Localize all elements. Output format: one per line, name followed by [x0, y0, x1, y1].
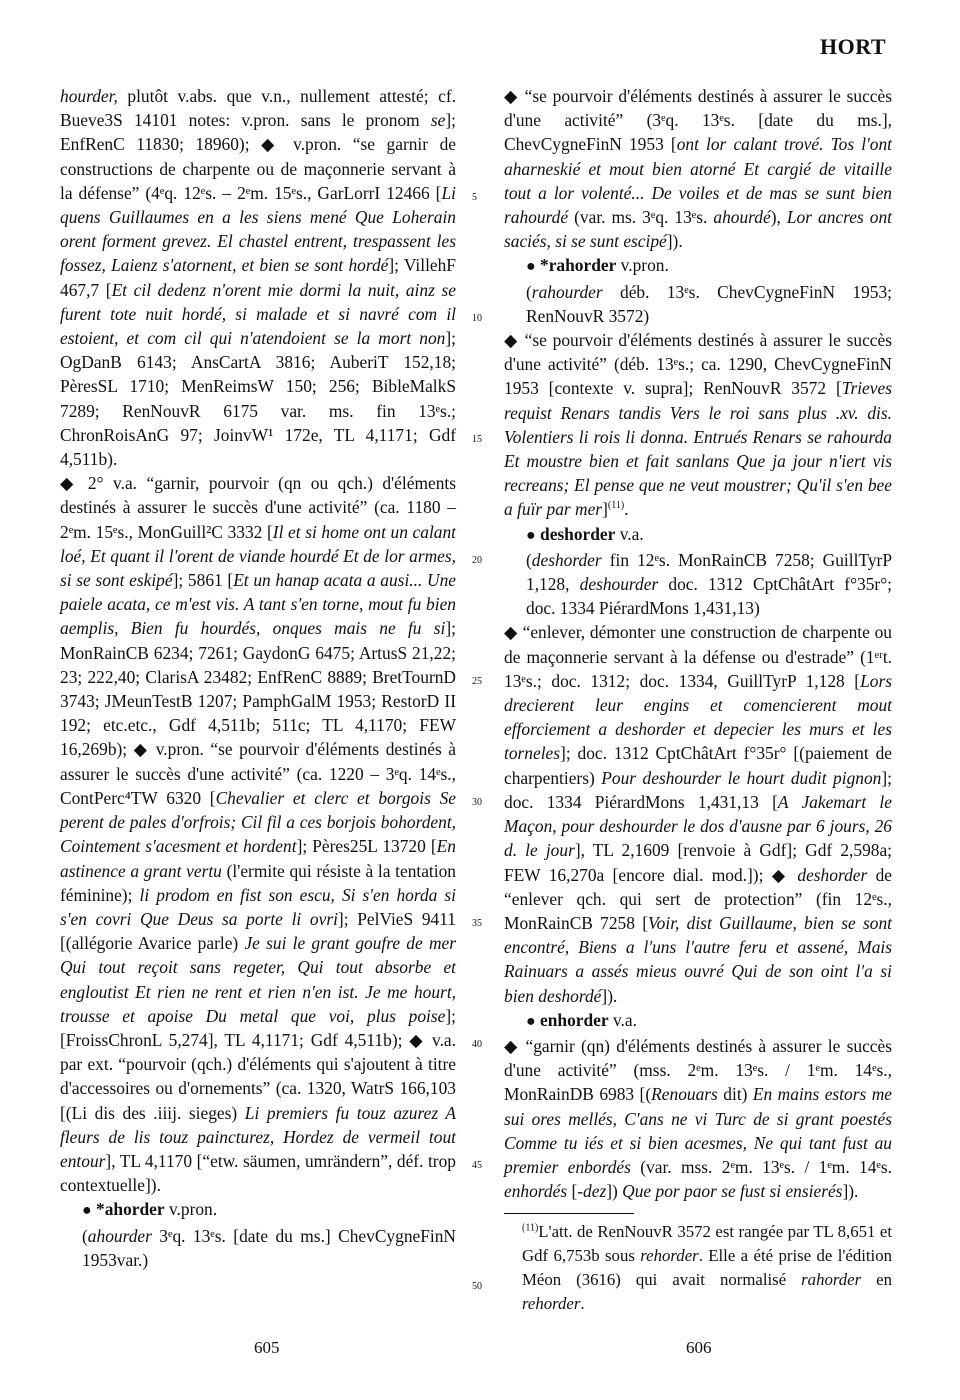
citation-quote: Et cil dedenz n'orent mie dormi la nuit, ainz se furent tote nuit hordé, si malade et si navré com il estoient, et com cil qui n'atendoient se la mort non [60, 279, 456, 349]
bullet-icon: ● [82, 1202, 92, 1220]
headword: *rahorder [535, 255, 617, 276]
bullet-icon: ● [526, 1012, 536, 1030]
italic-text: ahourder [87, 1225, 152, 1246]
text: ◆ “enlever, démonter une construction de charpente ou de maçonnerie servant à la défense ou d'estrade” (1ᵉʳt. 13ᵉs.; doc. 1312; doc. 1334, GuillTyrP 1,128 [ [504, 622, 892, 691]
citation-quote: En astinence a grant vertu [60, 836, 456, 881]
page-number-left: 605 [254, 1338, 280, 1357]
text: ( [82, 1225, 88, 1246]
citation-quote: Trieves requist Renars tandis Vers le roi sans plus .xv. dis. Volentiers li rois li donna. Entrués Renars se rahourda Et moustre bien et fait sanlans Que ja jour n'iert vis recreans; El pense que ne veut moustrer; Qu'il s'en bee a fuïr par mer [504, 378, 892, 520]
text: ◆ 2° v.a. “garnir, pourvoir (qn ou qch.) d'éléments destinés à assurer le succès d'une activité” (ca. 1180 – 2ᵉm. 15ᵉs., MonGuill²C 3332 [ [60, 473, 456, 542]
text: ], TL 4,1170 [“etw. säumen, umrändern”, déf. trop contextuelle]). [60, 1150, 456, 1196]
text: ◆ “se pourvoir d'éléments destinés à assurer le succès d'une activité” (déb. 13ᵉs.; ca. 1290, ChevCygneFinN 1953 [contexte v. supra]; RenNouvR 3572 [ [504, 330, 892, 399]
line-number: 35 [472, 918, 482, 929]
text: ]; EnfRenC 11830; 18960); ◆ v.pron. “se garnir de constructions de charpente ou de maçonnerie servant à la défense” (4ᵉq. 12ᵉs. – 2ᵉm. 15ᵉs., GarLorrI 12466 [ [60, 110, 456, 203]
line-number: 20 [472, 555, 482, 566]
citation-quote: Chevalier et clerc et borgois Se perent de pales d'orfrois; Cil fil a ces borjois bohordent, Cointement s'acesment et hordent [60, 787, 456, 857]
citation-quote: Li premiers fu touz azurez A fleurs de lis touz paincturez, Hordez de vermeil tout entour [60, 1102, 456, 1171]
headword-deshorder [504, 522, 892, 548]
line-number: 10 [472, 313, 482, 324]
text: . [580, 1294, 585, 1314]
italic-text: deshorder [797, 864, 868, 885]
text: . Elle a été prise de l'édition Méon (3616) qui avait normalisé [522, 1246, 892, 1290]
text: . [624, 499, 629, 520]
italic-text: rehorder [640, 1246, 699, 1266]
citation-quote: ont lor calant trové. Tos l'ont aharneskié et mout bien atorné Et cargié de vitaille tout a lor volenté... De voiles et de mas se sunt bien rahourdé [504, 134, 893, 228]
headword: deshorder [535, 523, 616, 544]
left-column [60, 84, 456, 1272]
text: ], TL 2,1609 [renvoie à Gdf]; Gdf 2,598a; FEW 16,270a [encore dial. mod.]); ◆ [504, 840, 893, 885]
text: de “enlever qch. qui sert de protection” (fin 12ᵉs., MonRainCB 7258 [ [504, 864, 892, 933]
text: fin 12ᵉs. MonRainCB 7258; GuillTyrP 1,128, [526, 549, 892, 595]
bullet-icon: ● [526, 526, 536, 544]
italic-text: rahorder [801, 1270, 862, 1290]
text: 3ᵉq. 13ᵉs. [date du ms.] ChevCygneFinN 1953var.) [82, 1225, 456, 1270]
line-number: 45 [472, 1160, 482, 1171]
text: ( [526, 281, 532, 302]
headword-ahorder [60, 1197, 456, 1223]
italic-text: deshourder [579, 574, 659, 595]
citation-quote: Voir, dist Guillaume, bien se sont encontré, Biens a l'uns l'autre feru et assené, Mais Rainuars a assés mieus ouvré Qui de son oint l'a si bien deshordé [504, 912, 892, 1006]
citation-quote: A Jakemart le Maçon, pour deshourder le dos d'ausne par 6 jours, 26 d. le jour [504, 791, 892, 861]
part-of-speech: v.pron. [616, 255, 669, 276]
line-number: 50 [472, 1281, 482, 1292]
text: ]; OgDanB 6143; AnsCartA 3816; AuberiT 152,18; PèresSL 1710; MenReimsW 150; 256; BibleMalkS 7289; RenNouvR 6175 var. ms. fin 13ᵉs.; ChronRoisAnG 97; JoinvW¹ 172e, TL 4,1171; Gdf 4,511b). [60, 328, 456, 470]
text: ]; PelVieS 9411 [(allégorie Avarice parle) [60, 908, 456, 954]
headword: *ahorder [91, 1199, 165, 1220]
bullet-icon: ● [526, 258, 536, 276]
italic-text: dez [583, 1181, 607, 1202]
text: ), [770, 207, 787, 228]
page-number-right: 606 [686, 1338, 712, 1357]
text: ]; 5861 [ [172, 570, 234, 591]
text: (var. mss. 2ᵉm. 13ᵉs. / 1ᵉm. 14ᵉs. [630, 1156, 893, 1177]
footnote-ref: (11) [607, 500, 625, 512]
text: ]; [FroissChronL 5,274], TL 4,1171; Gdf 4,511b); ◆ v.a. par ext. “pourvoir (qch.) d'éléments qui s'ajoutent à titre d'accessoires ou d'ornements” (ca. 1320, WatrS 166,103 [(Li dis des .iiij. sieges) [60, 1005, 456, 1123]
headword-enhorder [504, 1008, 892, 1034]
citation-quote: En mains estors me sui ores mellés, C'ans ne vi Turc de si grant poestés Comme tu iés et si bien acesmes, Ne qui tant fust au premier enbordés [504, 1084, 892, 1177]
text: ]) [606, 1181, 623, 1202]
text: ]; doc. 1334 PiérardMons 1,431,13 [ [504, 767, 892, 812]
citation-quote: li prodom en fist son escu, Si s'en horda si s'en covri Que Deus sa porte li ovri [60, 884, 456, 929]
italic-text: se [430, 110, 446, 131]
text: dit) [717, 1084, 753, 1105]
text: ]). [842, 1181, 859, 1202]
text: doc. 1312 CptChâtArt f°35r°; doc. 1334 PiérardMons 1,431,13) [526, 574, 893, 619]
line-number: 5 [472, 192, 477, 203]
italic-text: rehorder [522, 1294, 581, 1314]
text: [- [567, 1181, 584, 1202]
text: ]). [666, 231, 683, 252]
line-number: 25 [472, 676, 482, 687]
entry-hourder-continued [60, 84, 456, 471]
text: ]; VillehF 467,7 [ [60, 255, 456, 300]
footnote-divider [504, 1213, 634, 1214]
text: ]). [601, 985, 618, 1006]
text: ◆ “garnir (qn) d'éléments destinés à assurer le succès d'une activité” (mss. 2ᵉm. 13ᵉs. / 1ᵉm. 14ᵉs., MonRainDB 6983 [( [504, 1035, 892, 1105]
headword-rahorder [504, 253, 892, 279]
text: ] [602, 499, 608, 520]
italic-text: Renouars [651, 1084, 718, 1105]
text: ◆ “se pourvoir d'éléments destinés à assurer le succès d'une activité” (3ᵉq. 13ᵉs. [date du ms.], ChevCygneFinN 1953 [ [504, 86, 892, 155]
forms-ahorder [60, 1224, 456, 1272]
text: ]; MonRainCB 6234; 7261; GaydonG 6475; ArtusS 21,22; 23; 222,40; ClarisA 23482; EnfRenC 8889; BretTournD 3743; JMeunTestB 1207; PamphGalM 1953; RestorD II 192; etc.etc., Gdf 4,511b; 511c; TL 4,1170; FEW 16,269b); ◆ v.pron. “se pourvoir d'éléments destinés à assurer le succès d'une activité” (ca. 1220 – 3ᵉq. 14ᵉs., ContPerc⁴TW 6320 [ [60, 618, 456, 808]
text: ( [526, 549, 532, 570]
sense-deshorder [504, 620, 892, 1007]
citation-quote: Li quens Guillaumes en a les siens mené Que Loherain orent forment grevez. El chastel entrent, trespassent les fossez, Laienz s'atornent, et bien se sont hordé [60, 182, 456, 276]
part-of-speech: v.pron. [164, 1199, 218, 1220]
text: L'att. de RenNouvR 3572 est rangée par TL 8,651 et Gdf 6,753b sous [522, 1222, 892, 1266]
forms-deshorder [504, 548, 892, 621]
headword: enhorder [535, 1009, 609, 1030]
sense-se-pourvoir [504, 84, 892, 253]
sense-enhorder [504, 1034, 892, 1203]
footnote-11 [504, 1220, 892, 1316]
italic-text: ahourdé [713, 207, 771, 228]
right-column [504, 84, 892, 1316]
citation-quote: Que por paor se fust si ensierés [622, 1181, 843, 1202]
citation-quote: Je sui le grant goufre de mer Qui tout reçoit sans regeter, Qui tout absorbe et engloutist Et rien ne rent et rien n'en ist. Je me hourt, trousse et apoise Du metal que voi, plus poise [60, 933, 456, 1026]
citation-quote: Il et si home ont un calant loé, Et quant il l'orent de viande hourdé Et de lor armes, si se sont eskipé [60, 521, 456, 591]
part-of-speech: v.a. [608, 1009, 637, 1030]
citation-quote: Et un hanap acata a ausi... Une paiele acata, ce m'est vis. A tant s'en torne, mout fu bien aemplis, Bien fu hourdés, onques mais ne fu si [60, 570, 456, 639]
citation-quote: Lors drecierent leur engins et comencierent mout efforciement a deshorder et depecier les murs et les torneles [504, 670, 892, 764]
footnote-marker: (11) [522, 1222, 539, 1234]
text: (var. ms. 3ᵉq. 13ᵉs. [568, 207, 714, 228]
italic-text: hourder, [60, 86, 118, 106]
line-number: 15 [472, 434, 482, 445]
text: (l'ermite qui résiste à la tentation féminine); [60, 860, 456, 905]
text: ]; Pères25L 13720 [ [296, 836, 437, 857]
line-number: 30 [472, 797, 482, 808]
sense-2-garnir [60, 471, 456, 1197]
running-head: HORT [819, 34, 886, 59]
text: en [861, 1270, 892, 1290]
forms-rahorder [504, 280, 892, 328]
citation-quote: Pour deshourder le hourt dudit pignon [601, 767, 882, 788]
text: ]; doc. 1312 CptChâtArt f°35r° [(paiement de charpentiers) [504, 743, 892, 788]
italic-text: enhordés [504, 1181, 568, 1202]
part-of-speech: v.a. [615, 523, 644, 544]
italic-text: deshorder [531, 549, 602, 570]
citation-quote: Lor ancres ont saciés, si se sunt escipé [504, 207, 892, 252]
text: déb. 13ᵉs. ChevCygneFinN 1953; RenNouvR 3572) [526, 281, 892, 326]
sense-rahorder [504, 328, 892, 522]
italic-text: rahourder [531, 281, 603, 302]
text: plutôt v.abs. que v.n., nullement attesté; cf. Bueve3S 14101 notes: v.pron. sans le pronom [60, 86, 456, 131]
line-number: 40 [472, 1039, 482, 1050]
